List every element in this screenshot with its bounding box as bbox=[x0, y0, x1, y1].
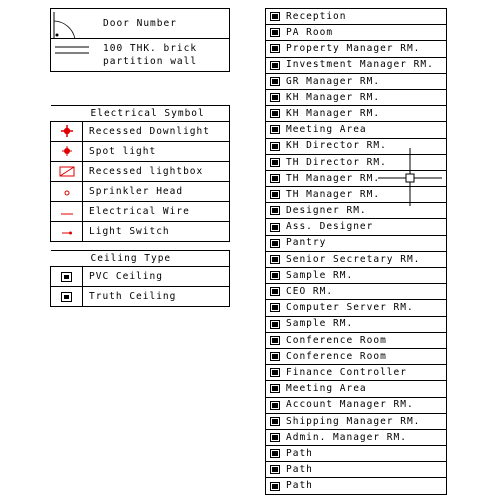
door-legend-row bbox=[51, 9, 229, 39]
room-label: Admin. Manager RM. bbox=[286, 431, 407, 443]
electrical-legend-header-row bbox=[51, 106, 230, 122]
room-row bbox=[266, 478, 446, 494]
wall-label-line1: 100 THK. brick bbox=[103, 43, 198, 54]
ceiling-type-legend bbox=[50, 250, 230, 307]
room-row bbox=[266, 90, 446, 106]
room-label: Path bbox=[286, 447, 313, 459]
legend-label: Light Switch bbox=[83, 222, 230, 242]
electrical-legend-header: Electrical Symbol bbox=[51, 106, 230, 122]
room-label: Pantry bbox=[286, 237, 327, 249]
room-label: Finance Controller bbox=[286, 366, 407, 378]
ceiling-legend-header: Ceiling Type bbox=[51, 251, 230, 267]
legend-row bbox=[51, 142, 230, 162]
room-tag-icon bbox=[270, 368, 280, 377]
door-legend bbox=[50, 8, 230, 72]
legend-label: Electrical Wire bbox=[83, 202, 230, 222]
electrical-wire-icon bbox=[51, 202, 83, 222]
room-label: Path bbox=[286, 480, 313, 492]
crosshair-cursor-icon bbox=[378, 148, 448, 212]
room-row bbox=[266, 252, 446, 268]
room-label: TH Manager RM. bbox=[286, 172, 381, 184]
room-label: Computer Server RM. bbox=[286, 302, 414, 314]
legend-label: Sprinkler Head bbox=[83, 182, 230, 202]
room-tag-icon bbox=[270, 384, 280, 393]
legend-row bbox=[51, 182, 230, 202]
room-label: Sample RM. bbox=[286, 318, 354, 330]
room-tag-icon bbox=[270, 352, 280, 361]
pvc-ceiling-icon bbox=[51, 267, 83, 287]
ceiling-legend-header-row bbox=[51, 251, 230, 267]
room-tag-icon bbox=[270, 320, 280, 329]
room-tag-icon bbox=[270, 61, 280, 70]
room-tag-icon bbox=[270, 93, 280, 102]
room-label: KH Manager RM. bbox=[286, 107, 381, 119]
room-row bbox=[266, 349, 446, 365]
room-tag-icon bbox=[270, 482, 280, 491]
room-label: Sample RM. bbox=[286, 269, 354, 281]
legend-row bbox=[51, 222, 230, 242]
room-tag-icon bbox=[270, 239, 280, 248]
legend-row bbox=[51, 202, 230, 222]
room-label: Meeting Area bbox=[286, 383, 367, 395]
brick-wall-icon bbox=[55, 43, 89, 57]
recessed-downlight-icon bbox=[51, 122, 83, 142]
room-label: CEO RM. bbox=[286, 286, 334, 298]
wall-label-line2: partition wall bbox=[103, 56, 198, 67]
room-tag-icon bbox=[270, 401, 280, 410]
legend-label: Recessed Downlight bbox=[83, 122, 230, 142]
recessed-lightbox-icon bbox=[51, 162, 83, 182]
room-row bbox=[266, 398, 446, 414]
legend-label: Spot light bbox=[83, 142, 230, 162]
room-label: Meeting Area bbox=[286, 124, 367, 136]
room-row bbox=[266, 414, 446, 430]
room-row bbox=[266, 25, 446, 41]
room-row bbox=[266, 365, 446, 381]
legend-label: PVC Ceiling bbox=[83, 267, 230, 287]
room-tag-icon bbox=[270, 44, 280, 53]
room-label: KH Manager RM. bbox=[286, 91, 381, 103]
room-tag-icon bbox=[270, 12, 280, 21]
room-row bbox=[266, 9, 446, 25]
room-label: Reception bbox=[286, 10, 347, 22]
room-row bbox=[266, 122, 446, 138]
room-tag-icon bbox=[270, 77, 280, 86]
room-tag-icon bbox=[270, 465, 280, 474]
room-tag-icon bbox=[270, 158, 280, 167]
room-row bbox=[266, 333, 446, 349]
room-label: GR Manager RM. bbox=[286, 75, 381, 87]
room-label: Path bbox=[286, 464, 313, 476]
legend-row bbox=[51, 287, 230, 307]
room-tag-icon bbox=[270, 433, 280, 442]
room-row bbox=[266, 268, 446, 284]
room-label: Ass. Designer bbox=[286, 221, 374, 233]
light-switch-icon bbox=[51, 222, 83, 242]
room-row bbox=[266, 236, 446, 252]
room-label: Designer RM. bbox=[286, 205, 367, 217]
room-tag-icon bbox=[270, 417, 280, 426]
room-tag-icon bbox=[270, 28, 280, 37]
room-label: Shipping Manager RM. bbox=[286, 415, 421, 427]
room-label: KH Director RM. bbox=[286, 140, 387, 152]
room-row bbox=[266, 300, 446, 316]
room-row bbox=[266, 58, 446, 74]
room-label: TH Manager RM. bbox=[286, 188, 381, 200]
legend-label: Truth Ceiling bbox=[83, 287, 230, 307]
room-tag-icon bbox=[270, 109, 280, 118]
room-row bbox=[266, 430, 446, 446]
sprinkler-head-icon bbox=[51, 182, 83, 202]
room-row bbox=[266, 446, 446, 462]
truth-ceiling-icon bbox=[51, 287, 83, 307]
room-list bbox=[265, 8, 447, 495]
room-tag-icon bbox=[270, 336, 280, 345]
room-tag-icon bbox=[270, 303, 280, 312]
legend-label: Recessed lightbox bbox=[83, 162, 230, 182]
room-label: Investment Manager RM. bbox=[286, 59, 434, 71]
room-label: PA Room bbox=[286, 27, 334, 39]
door-swing-icon bbox=[53, 11, 87, 39]
room-tag-icon bbox=[270, 271, 280, 280]
room-row bbox=[266, 74, 446, 90]
room-row bbox=[266, 284, 446, 300]
room-row bbox=[266, 381, 446, 397]
room-label: Account Manager RM. bbox=[286, 399, 414, 411]
room-tag-icon bbox=[270, 174, 280, 183]
room-tag-icon bbox=[270, 190, 280, 199]
room-tag-icon bbox=[270, 255, 280, 264]
room-tag-icon bbox=[270, 449, 280, 458]
room-row bbox=[266, 317, 446, 333]
spot-light-icon bbox=[51, 142, 83, 162]
room-tag-icon bbox=[270, 206, 280, 215]
room-tag-icon bbox=[270, 142, 280, 151]
room-label: TH Director RM. bbox=[286, 156, 387, 168]
door-number-label: Door Number bbox=[103, 18, 177, 29]
room-label: Property Manager RM. bbox=[286, 43, 421, 55]
room-row bbox=[266, 106, 446, 122]
room-row bbox=[266, 41, 446, 57]
electrical-symbol-legend bbox=[50, 105, 230, 242]
room-label: Conference Room bbox=[286, 350, 387, 362]
room-tag-icon bbox=[270, 223, 280, 232]
room-tag-icon bbox=[270, 287, 280, 296]
legend-row bbox=[51, 162, 230, 182]
room-row bbox=[266, 462, 446, 478]
legend-row bbox=[51, 122, 230, 142]
room-label: Conference Room bbox=[286, 334, 387, 346]
room-tag-icon bbox=[270, 125, 280, 134]
room-row bbox=[266, 219, 446, 235]
room-label: Senior Secretary RM. bbox=[286, 253, 421, 265]
legend-row bbox=[51, 267, 230, 287]
